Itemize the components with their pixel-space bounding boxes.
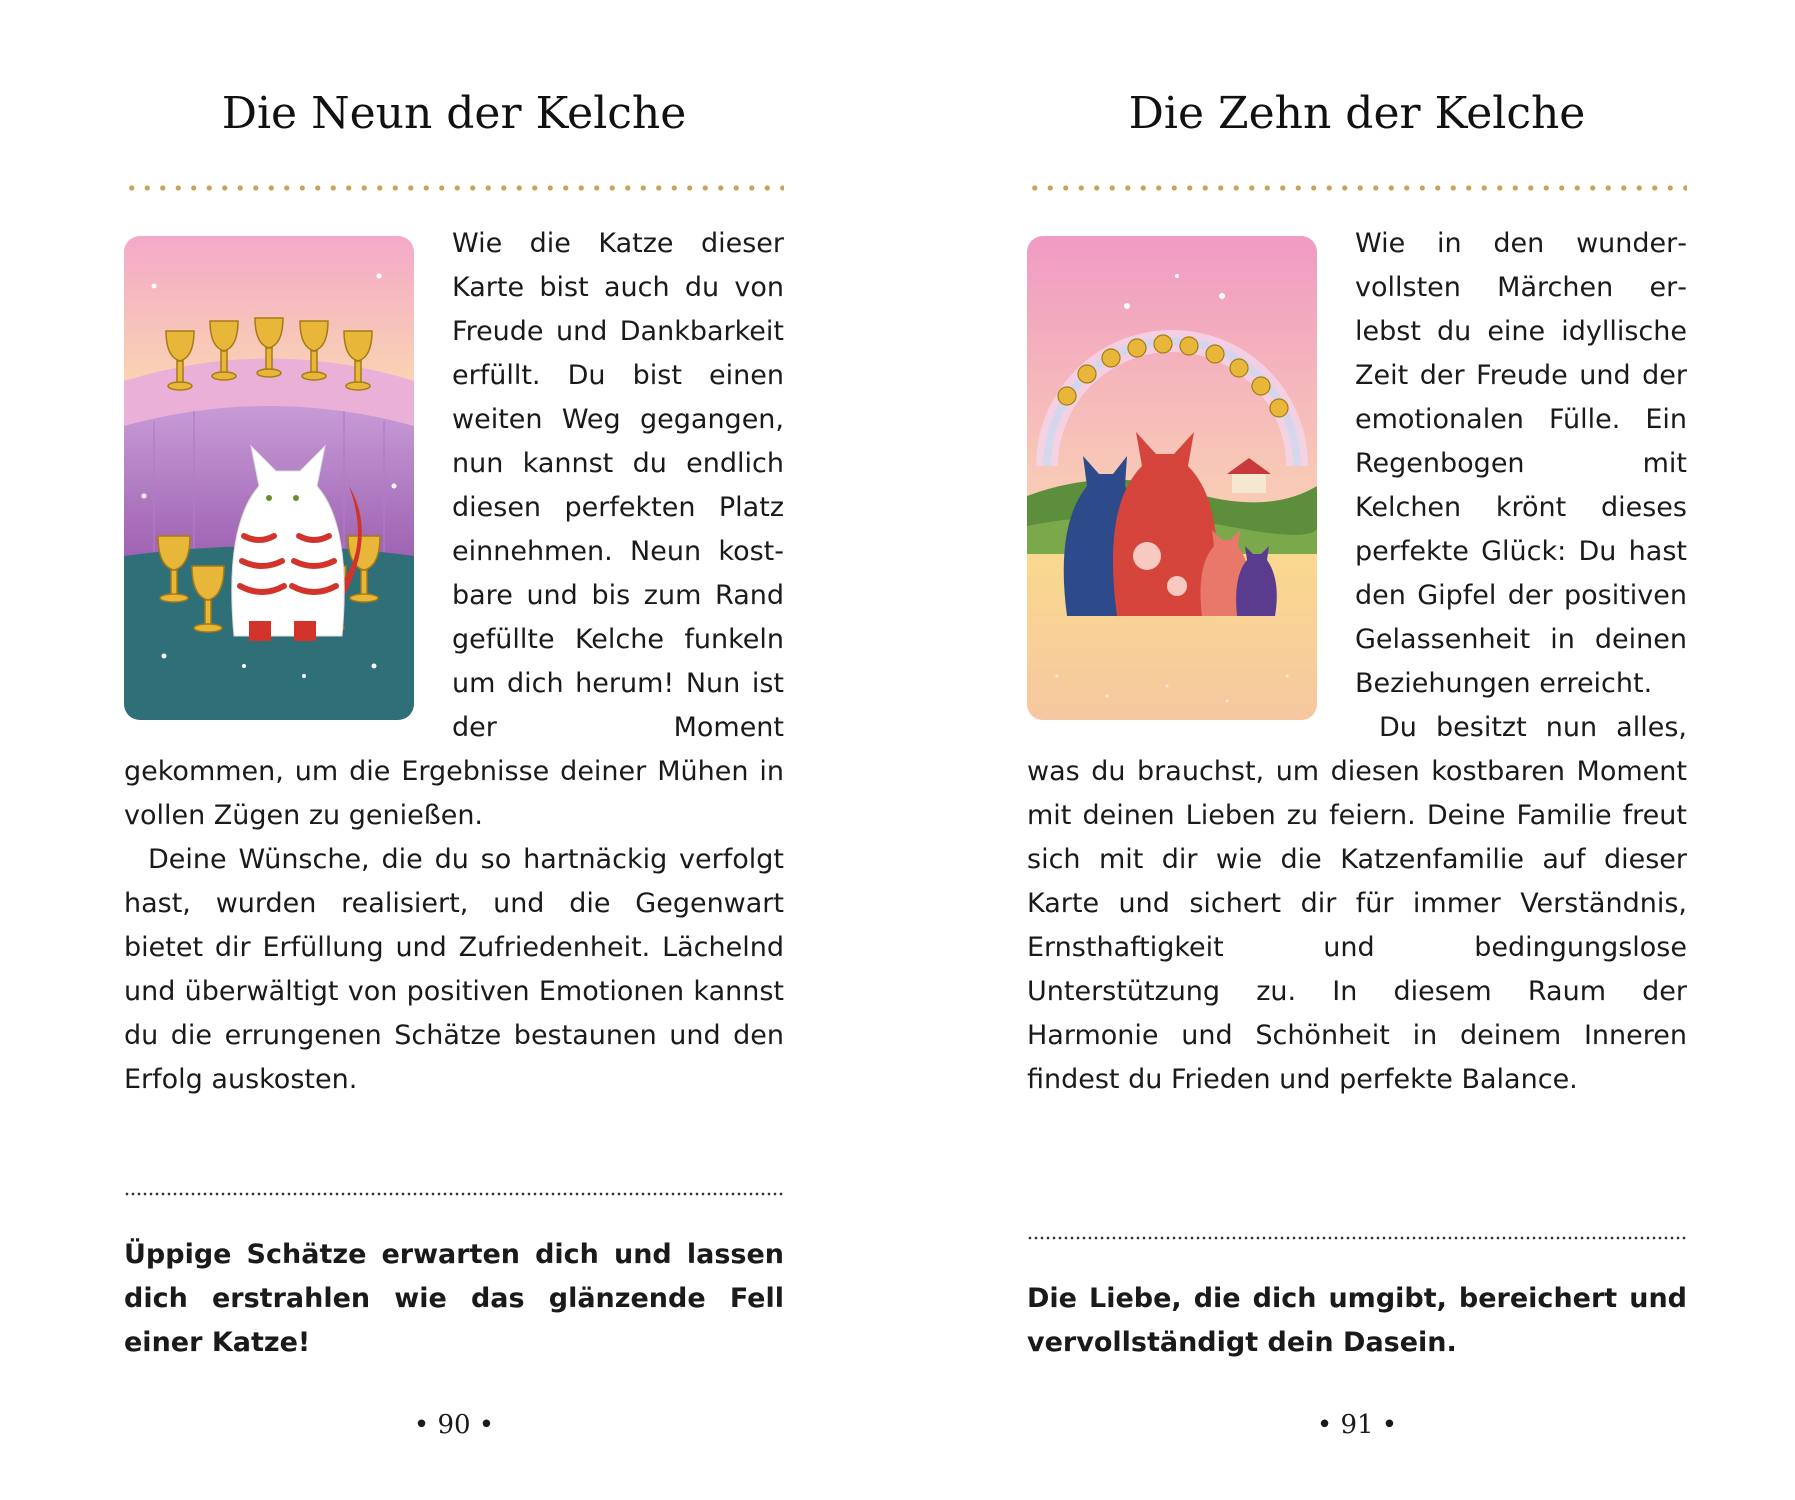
body-paragraph-2: Du besitzt nun alles, was du brauchst, um diesen kostbaren Moment mit deinen Lieben zu feiern. Deine Familie freut sich mit dir wie die Katzenfamilie auf dieser Karte und sichert dir für immer Verständnis, Ernsthaftigkeit und bedingungslose Unterstützung zu. In diesem Raum der Harmonie und Schönheit in deinem Inneren findest du Frieden und perfekte Balance.: [1027, 712, 1687, 1095]
page-title: Die Neun der Kelche: [221, 88, 687, 139]
card-float-spacer: [124, 222, 414, 720]
dotted-separator: [1027, 1236, 1687, 1240]
body-text: [124, 222, 784, 1102]
body-paragraph-1: Wie die Katze dieser Karte bist auch du von Freude und Dankbarkeit erfüllt. Du bist einen weiten Weg gegangen, nun kannst du endlich diesen perfekten Platz einnehmen. Neun kostbare und bis zum Rand gefüllte Kelche funkeln um dich herum! Nun ist der Moment gekommen, um die Ergebnisse deiner Mühen in vollen Zügen zu genießen.: [124, 228, 784, 831]
body-text: [1027, 222, 1687, 1102]
body-paragraph-2: Deine Wünsche, die du so hartnäckig verfolgt hast, wurden realisiert, und die Gegenwart bietet dir Erfüllung und Zufriedenheit. Lächelnd und überwältigt von positiven Emotionen kannst du die errungenen Schätze bestaunen und den Erfolg auskosten.: [124, 844, 784, 1095]
right-page: [1027, 0, 1687, 1500]
affirmation: Üppige Schätze erwarten dich und lassen dich erstrahlen wie das glänzende Fell einer Katze!: [124, 1239, 784, 1358]
affirmation: Die Liebe, die dich umgibt, bereichert und vervollständigt dein Dasein.: [1027, 1283, 1687, 1358]
dotted-separator: [124, 1192, 784, 1196]
page-title: Die Zehn der Kelche: [1128, 88, 1586, 139]
body-paragraph-1: Wie in den wundervollsten Märchen erlebst du eine idyllische Zeit der Freude und der emotionalen Fülle. Ein Regenbogen mit Kelchen krönt dieses perfekte Glück: Du hast den Gipfel der positiven Gelassenheit in deinen Beziehungen erreicht.: [1355, 228, 1687, 699]
card-float-spacer: [1027, 222, 1317, 720]
gold-dotted-divider: [1027, 184, 1687, 192]
gold-dotted-divider: [124, 184, 784, 192]
page-number: • 91 •: [1316, 1410, 1398, 1440]
page-number: • 90 •: [413, 1410, 495, 1440]
left-page: [124, 0, 784, 1500]
